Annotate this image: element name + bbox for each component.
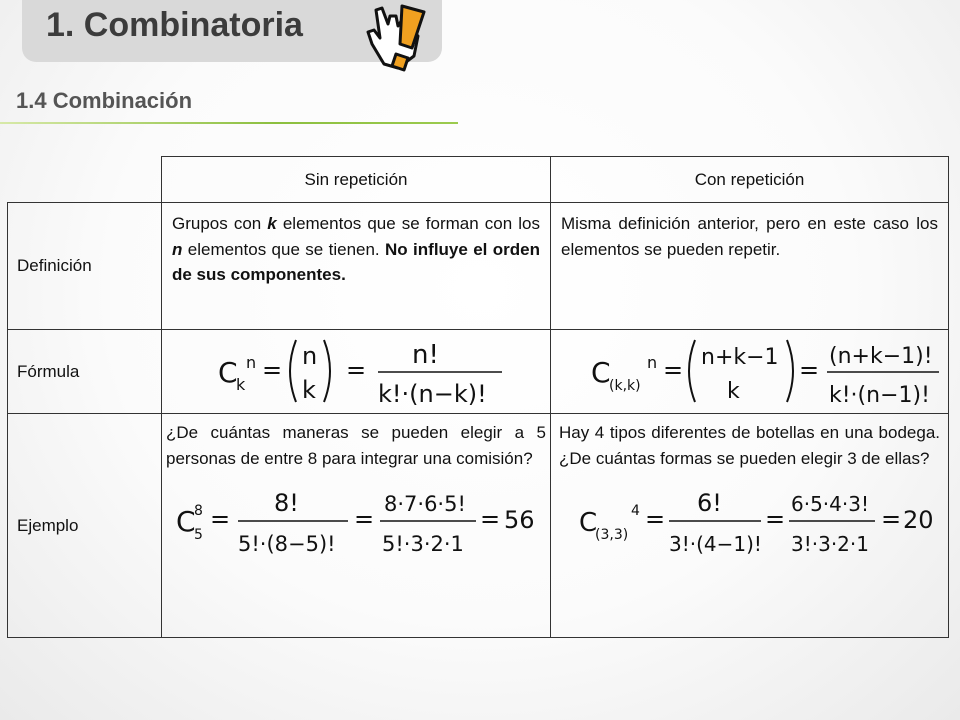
svg-text:=: = [210,505,231,533]
svg-text:C: C [579,508,598,538]
section-subtitle: 1.4 Combinación [16,88,193,113]
ejemplo-sin-result: 56 [504,506,535,534]
svg-text:5!·(8−5)!: 5!·(8−5)! [238,532,336,556]
header-sin-repeticion: Sin repetición [162,157,551,203]
combination-table [7,156,949,638]
header-row [8,157,949,203]
svg-text:C: C [591,356,611,389]
formula-con-repeticion [551,330,949,414]
svg-text:C: C [218,356,238,389]
row-formula [8,330,949,414]
row-definicion [8,203,949,330]
svg-text:=: = [480,505,501,533]
svg-text:4: 4 [631,503,640,519]
svg-text:(n+k−1)!: (n+k−1)! [829,344,933,369]
label-ejemplo: Ejemplo [8,414,162,638]
svg-text:k: k [302,376,316,404]
svg-text:=: = [799,356,820,384]
definicion-sin-repeticion [162,203,551,330]
label-definicion: Definición [8,203,162,330]
hand-exclamation-icon [358,2,428,76]
svg-text:=: = [354,505,375,533]
svg-text:=: = [765,505,786,533]
def-text-3: elementos que se tienen. [182,239,386,259]
formula-con-svg [551,330,947,412]
svg-text:5!·3·2·1: 5!·3·2·1 [382,532,464,556]
var-k: k [267,214,277,233]
ejemplo-con-repeticion [551,414,949,638]
svg-text:8·7·6·5!: 8·7·6·5! [384,492,466,516]
svg-text:k: k [727,379,740,404]
var-n: n [172,239,183,259]
svg-text:=: = [663,356,684,384]
ejemplo-con-formula [551,471,947,571]
svg-text:6·5·4·3!: 6·5·4·3! [791,492,869,516]
ejemplo-con-text: Hay 4 tipos diferentes de botellas en una bodega. ¿De cuántas formas se pueden elegir 3 de ellas? [559,423,940,468]
svg-text:n!: n! [412,340,439,370]
svg-text:6!: 6! [697,489,722,517]
svg-text:3!·(4−1)!: 3!·(4−1)! [669,532,762,556]
svg-text:=: = [881,505,902,533]
svg-text:(3,3): (3,3) [595,527,629,543]
svg-text:8!: 8! [274,489,299,517]
ejemplo-sin-repeticion [162,414,551,638]
corner-cell [8,157,162,203]
svg-text:=: = [645,505,666,533]
subtitle-underline [0,122,458,124]
def-text-1: Grupos con [172,214,268,233]
slide-title: 1. Combinatoria [46,6,303,44]
svg-text:k!·(n−k)!: k!·(n−k)! [378,380,487,408]
svg-text:n: n [246,353,257,372]
ejemplo-sin-formula [162,471,548,571]
svg-text:(k,k): (k,k) [609,378,641,394]
svg-text:8: 8 [194,503,203,519]
ejemplo-con-result: 20 [903,506,934,534]
header-con-repeticion: Con repetición [551,157,949,203]
formula-sin-svg [162,330,548,412]
svg-text:=: = [262,356,283,384]
definicion-con-repeticion: Misma definición anterior, pero en este caso los elementos se pueden repetir. [551,203,949,330]
svg-text:k!·(n−1)!: k!·(n−1)! [829,383,930,408]
svg-text:n+k−1: n+k−1 [701,345,779,370]
svg-text:3!·3·2·1: 3!·3·2·1 [791,532,869,556]
svg-text:5: 5 [194,527,203,543]
def-bold-text: No influye el orden de sus componentes. [172,239,540,284]
def-text-2: elementos que se forman con los [276,214,540,233]
formula-sin-repeticion [162,330,551,414]
row-ejemplo [8,414,949,638]
svg-text:n: n [647,353,658,372]
ejemplo-sin-text: ¿De cuántas maneras se pueden elegir a 5 personas de entre 8 para integrar una comisión? [166,423,546,468]
svg-text:k: k [236,375,246,394]
svg-text:C: C [176,505,196,538]
label-formula: Fórmula [8,330,162,414]
svg-text:n: n [302,342,318,370]
svg-text:=: = [346,356,367,384]
